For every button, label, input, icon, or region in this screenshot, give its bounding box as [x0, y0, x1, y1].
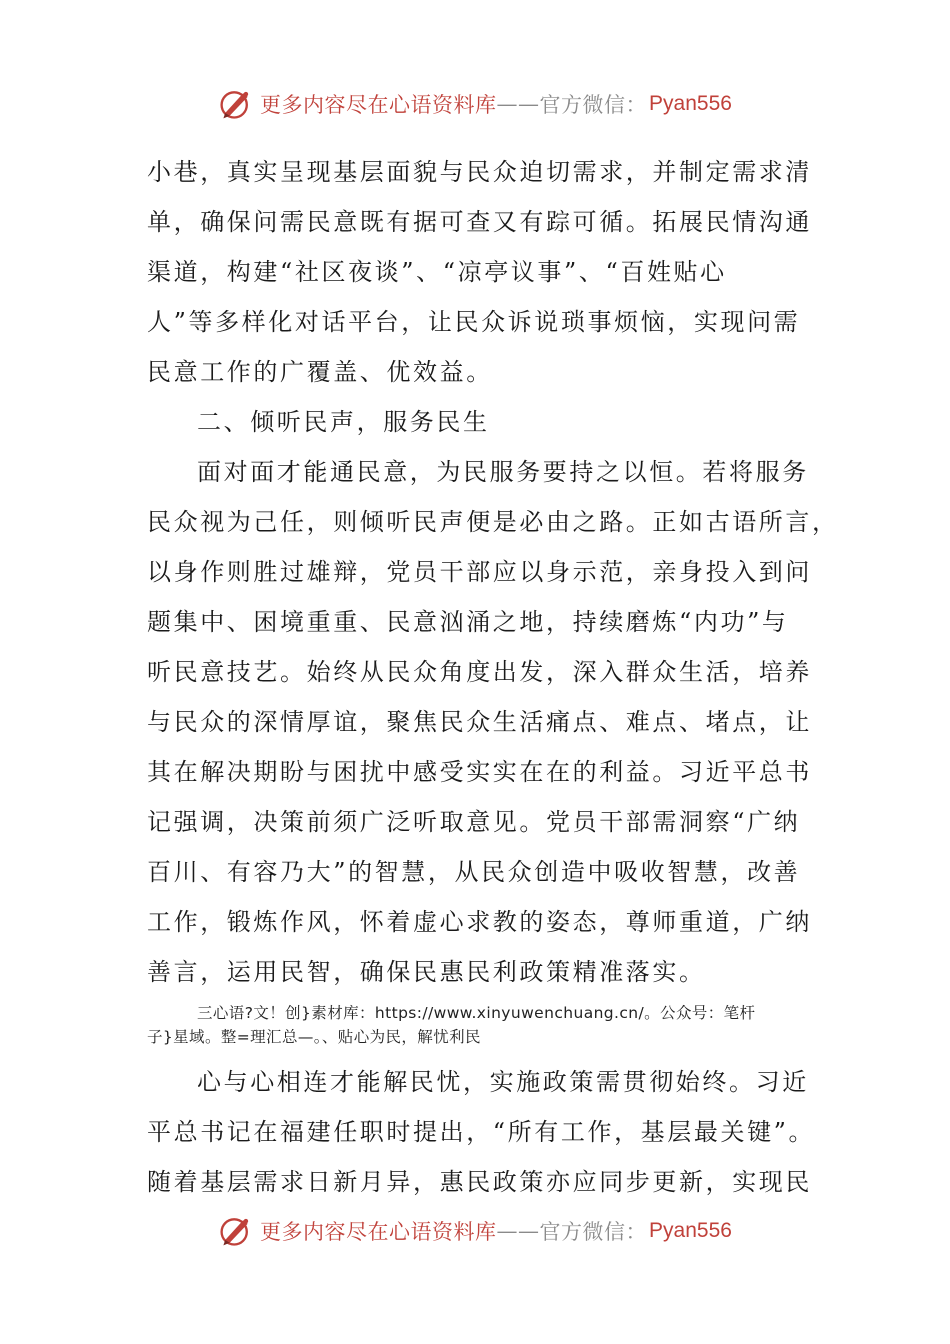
body-line: 平总书记在福建任职时提出，“所有工作，基层最关键”。: [147, 1118, 816, 1146]
watermark-line: 子}星域。整=理汇总—。、贴心为民，解忧利民: [147, 1028, 481, 1046]
body-line: 民意工作的广覆盖、优效益。: [147, 358, 493, 386]
footer-separator: ——: [496, 1219, 540, 1243]
pen-circle-logo-icon: [218, 86, 254, 122]
body-line: 渠道，构建“社区夜谈”、“凉亭议事”、“百姓贴心: [147, 258, 727, 286]
footer-wechat-label: 官方微信：: [539, 1220, 648, 1244]
body-line: 心与心相连才能解民忧，实施政策需贯彻始终。习近: [197, 1068, 809, 1096]
header-wechat-id: Pyan556: [649, 92, 732, 115]
footer-banner: [0, 1211, 950, 1251]
footer-wechat-id: Pyan556: [649, 1219, 732, 1242]
body-line: 百川、有容乃大”的智慧，从民众创造中吸收智慧，改善: [147, 858, 801, 886]
header-separator: ——: [496, 92, 540, 116]
body-line: 听民意技艺。始终从民众角度出发，深入群众生活，培养: [147, 658, 812, 686]
body-line: 其在解决期盼与困扰中感受实实在在的利益。习近平总书: [147, 758, 812, 786]
body-line: 面对面才能通民意，为民服务要持之以恒。若将服务: [197, 458, 809, 486]
body-line: 民众视为己任，则倾听民声便是必由之路。正如古语所言，: [147, 508, 839, 536]
body-line: 随着基层需求日新月异，惠民政策亦应同步更新，实现民: [147, 1168, 812, 1196]
body-line: 题集中、困境重重、民意汹涌之地，持续磨炼“内功”与: [147, 608, 789, 636]
body-line: 小巷，真实呈现基层面貌与民众迫切需求，并制定需求清: [147, 158, 812, 186]
section-heading: 二、倾听民声，服务民生: [197, 408, 490, 436]
body-line: 工作，锻炼作风，怀着虚心求教的姿态，尊师重道，广纳: [147, 908, 812, 936]
body-line: 善言，运用民智，确保民惠民利政策精准落实。: [147, 958, 706, 986]
pen-circle-logo-icon: [218, 1213, 254, 1249]
footer-brand-text: 更多内容尽在心语资料库: [260, 1220, 497, 1244]
watermark-line: 三心语?文！创}素材库：https://www.xinyuwenchuang.cn/。公众号：笔杆: [197, 1004, 756, 1022]
header-wechat-label: 官方微信：: [539, 93, 648, 117]
header-banner: [0, 84, 950, 124]
body-line: 单，确保问需民意既有据可查又有踪可循。拓展民情沟通: [147, 208, 812, 236]
body-line: 与民众的深情厚谊，聚焦民众生活痛点、难点、堵点，让: [147, 708, 812, 736]
header-brand-text: 更多内容尽在心语资料库: [260, 93, 497, 117]
body-line: 人”等多样化对话平台，让民众诉说琐事烦恼，实现问需: [147, 308, 801, 336]
body-line: 以身作则胜过雄辩，党员干部应以身示范，亲身投入到问: [147, 558, 812, 586]
document-body: [147, 147, 839, 1207]
body-line: 记强调，决策前须广泛听取意见。党员干部需洞察“广纳: [147, 808, 801, 836]
